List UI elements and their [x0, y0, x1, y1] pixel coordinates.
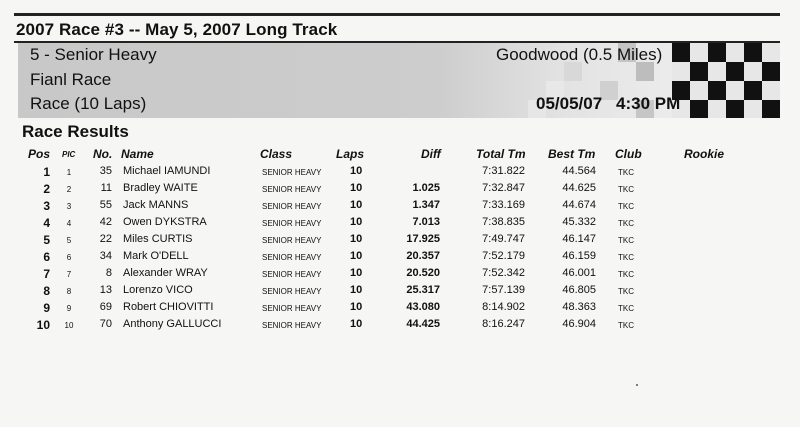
row-pic: 5	[66, 236, 72, 245]
laps-line: Race (10 Laps)	[30, 94, 147, 113]
row-diff: 43.080	[406, 301, 440, 313]
row-laps: 10	[350, 233, 363, 245]
row-number: 69	[99, 301, 112, 313]
row-pic: 6	[66, 253, 72, 262]
checker-square	[726, 100, 744, 118]
row-total-time: 7:31.822	[482, 165, 525, 177]
checker-square	[744, 62, 762, 81]
row-number: 42	[99, 216, 112, 228]
col-diff: Diff	[421, 147, 441, 161]
row-diff: 20.520	[406, 267, 440, 279]
row-laps: 10	[350, 165, 363, 177]
row-number: 35	[99, 165, 112, 177]
row-driver-name: Jack MANNS	[123, 199, 189, 211]
row-pic: 7	[66, 270, 72, 279]
checker-square	[762, 43, 780, 62]
row-club: TKC	[618, 236, 634, 245]
table-row	[0, 250, 800, 267]
table-row	[0, 301, 800, 318]
col-pic: PIC	[62, 150, 76, 159]
row-best-time: 46.159	[562, 250, 596, 262]
row-class: SENIOR HEAVY	[262, 321, 322, 330]
row-best-time: 44.625	[562, 182, 596, 194]
row-best-time: 48.363	[562, 301, 596, 313]
col-rookie: Rookie	[684, 147, 725, 161]
row-diff: 1.025	[412, 182, 440, 194]
row-pos: 10	[36, 318, 50, 332]
table-row	[0, 199, 800, 216]
row-laps: 10	[350, 182, 363, 194]
race-banner	[18, 43, 780, 118]
row-driver-name: Anthony GALLUCCI	[123, 318, 222, 330]
class-line: 5 - Senior Heavy	[30, 45, 157, 64]
row-club: TKC	[618, 168, 634, 177]
row-total-time: 7:32.847	[482, 182, 525, 194]
checker-square	[672, 62, 690, 81]
row-laps: 10	[350, 199, 363, 211]
row-number: 13	[99, 284, 112, 296]
checker-square	[762, 62, 780, 81]
checker-square	[744, 43, 762, 62]
row-best-time: 46.147	[562, 233, 596, 245]
row-total-time: 7:33.169	[482, 199, 525, 211]
row-diff: 1.347	[412, 199, 440, 211]
table-row	[0, 233, 800, 250]
row-total-time: 8:16.247	[482, 318, 525, 330]
checker-square	[672, 43, 690, 62]
race-time: 4:30 PM	[616, 94, 681, 113]
row-driver-name: Mark O'DELL	[123, 250, 189, 262]
row-diff: 7.013	[412, 216, 440, 228]
row-best-time: 46.805	[562, 284, 596, 296]
checker-square	[690, 43, 708, 62]
row-pos: 2	[43, 182, 50, 196]
row-club: TKC	[618, 321, 634, 330]
row-pos: 4	[43, 216, 50, 230]
row-pos: 8	[43, 284, 50, 298]
row-club: TKC	[618, 202, 634, 211]
checker-square	[690, 100, 708, 118]
row-total-time: 7:52.179	[482, 250, 525, 262]
row-class: SENIOR HEAVY	[262, 304, 322, 313]
row-driver-name: Michael IAMUNDI	[123, 165, 211, 177]
section-title: Race Results	[22, 122, 129, 141]
checker-square	[762, 81, 780, 100]
row-club: TKC	[618, 287, 634, 296]
checker-square	[690, 62, 708, 81]
checker-square	[708, 81, 726, 100]
col-no: No.	[93, 147, 113, 161]
row-total-time: 7:38.835	[482, 216, 525, 228]
row-club: TKC	[618, 219, 634, 228]
col-name: Name	[121, 147, 154, 161]
checker-square	[708, 100, 726, 118]
row-number: 70	[99, 318, 112, 330]
row-pos: 9	[43, 301, 50, 315]
row-laps: 10	[350, 216, 363, 228]
checker-square	[726, 43, 744, 62]
row-best-time: 46.001	[562, 267, 596, 279]
row-laps: 10	[350, 267, 363, 279]
row-laps: 10	[350, 250, 363, 262]
row-number: 55	[99, 199, 112, 211]
row-class: SENIOR HEAVY	[262, 253, 322, 262]
row-pic: 8	[66, 287, 72, 296]
track-name: Goodwood (0.5 Miles)	[496, 45, 663, 64]
table-row	[0, 216, 800, 233]
row-driver-name: Lorenzo VICO	[123, 284, 193, 296]
row-pos: 6	[43, 250, 50, 264]
col-laps: Laps	[336, 147, 365, 161]
row-number: 34	[99, 250, 112, 262]
race-date: 05/05/07	[536, 94, 603, 113]
table-row	[0, 284, 800, 301]
row-number: 11	[100, 182, 112, 194]
table-row	[0, 267, 800, 284]
row-club: TKC	[618, 270, 634, 279]
row-driver-name: Bradley WAITE	[123, 182, 198, 194]
checker-square	[762, 100, 780, 118]
checker-square	[726, 62, 744, 81]
col-total: Total Tm	[476, 147, 526, 161]
row-total-time: 7:49.747	[482, 233, 525, 245]
row-diff: 17.925	[406, 233, 440, 245]
checker-square	[726, 81, 744, 100]
row-total-time: 8:14.902	[482, 301, 525, 313]
col-pos: Pos	[28, 147, 51, 161]
race-type: Fianl Race	[30, 70, 112, 89]
row-pos: 1	[43, 165, 50, 179]
checker-square	[690, 81, 708, 100]
row-pic: 10	[64, 321, 74, 330]
row-pic: 4	[66, 219, 72, 228]
checker-square	[744, 81, 762, 100]
row-diff: 25.317	[406, 284, 440, 296]
row-driver-name: Owen DYKSTRA	[123, 216, 207, 228]
row-laps: 10	[350, 318, 363, 330]
col-club: Club	[615, 147, 642, 161]
checker-square	[708, 43, 726, 62]
row-club: TKC	[618, 185, 634, 194]
row-best-time: 46.904	[562, 318, 596, 330]
row-driver-name: Miles CURTIS	[123, 233, 193, 245]
row-class: SENIOR HEAVY	[262, 185, 322, 194]
row-class: SENIOR HEAVY	[262, 168, 322, 177]
row-pos: 3	[43, 199, 50, 213]
row-best-time: 44.674	[562, 199, 596, 211]
col-class: Class	[260, 147, 293, 161]
row-class: SENIOR HEAVY	[262, 270, 322, 279]
row-class: SENIOR HEAVY	[262, 219, 322, 228]
row-class: SENIOR HEAVY	[262, 236, 322, 245]
row-club: TKC	[618, 253, 634, 262]
row-class: SENIOR HEAVY	[262, 287, 322, 296]
checker-square	[708, 62, 726, 81]
row-number: 22	[99, 233, 112, 245]
col-best: Best Tm	[548, 147, 596, 161]
row-pic: 3	[66, 202, 72, 211]
row-diff: 44.425	[406, 318, 440, 330]
table-row	[0, 318, 800, 335]
row-pos: 7	[43, 267, 50, 281]
row-club: TKC	[618, 304, 634, 313]
row-total-time: 7:57.139	[482, 284, 525, 296]
row-pic: 9	[66, 304, 72, 313]
table-row	[0, 165, 800, 182]
table-row	[0, 182, 800, 199]
row-pic: 2	[66, 185, 72, 194]
row-total-time: 7:52.342	[482, 267, 525, 279]
checker-square	[744, 100, 762, 118]
top-rule	[14, 13, 780, 16]
row-number: 8	[105, 267, 112, 279]
row-diff: 20.357	[406, 250, 440, 262]
row-laps: 10	[350, 284, 363, 296]
scan-speck	[636, 384, 638, 386]
page-title: 2007 Race #3 -- May 5, 2007 Long Track	[16, 20, 338, 39]
row-laps: 10	[350, 301, 363, 313]
row-driver-name: Robert CHIOVITTI	[123, 301, 214, 313]
row-best-time: 45.332	[562, 216, 596, 228]
row-pic: 1	[66, 168, 72, 177]
row-pos: 5	[43, 233, 50, 247]
row-best-time: 44.564	[562, 165, 596, 177]
row-driver-name: Alexander WRAY	[123, 267, 208, 279]
row-class: SENIOR HEAVY	[262, 202, 322, 211]
